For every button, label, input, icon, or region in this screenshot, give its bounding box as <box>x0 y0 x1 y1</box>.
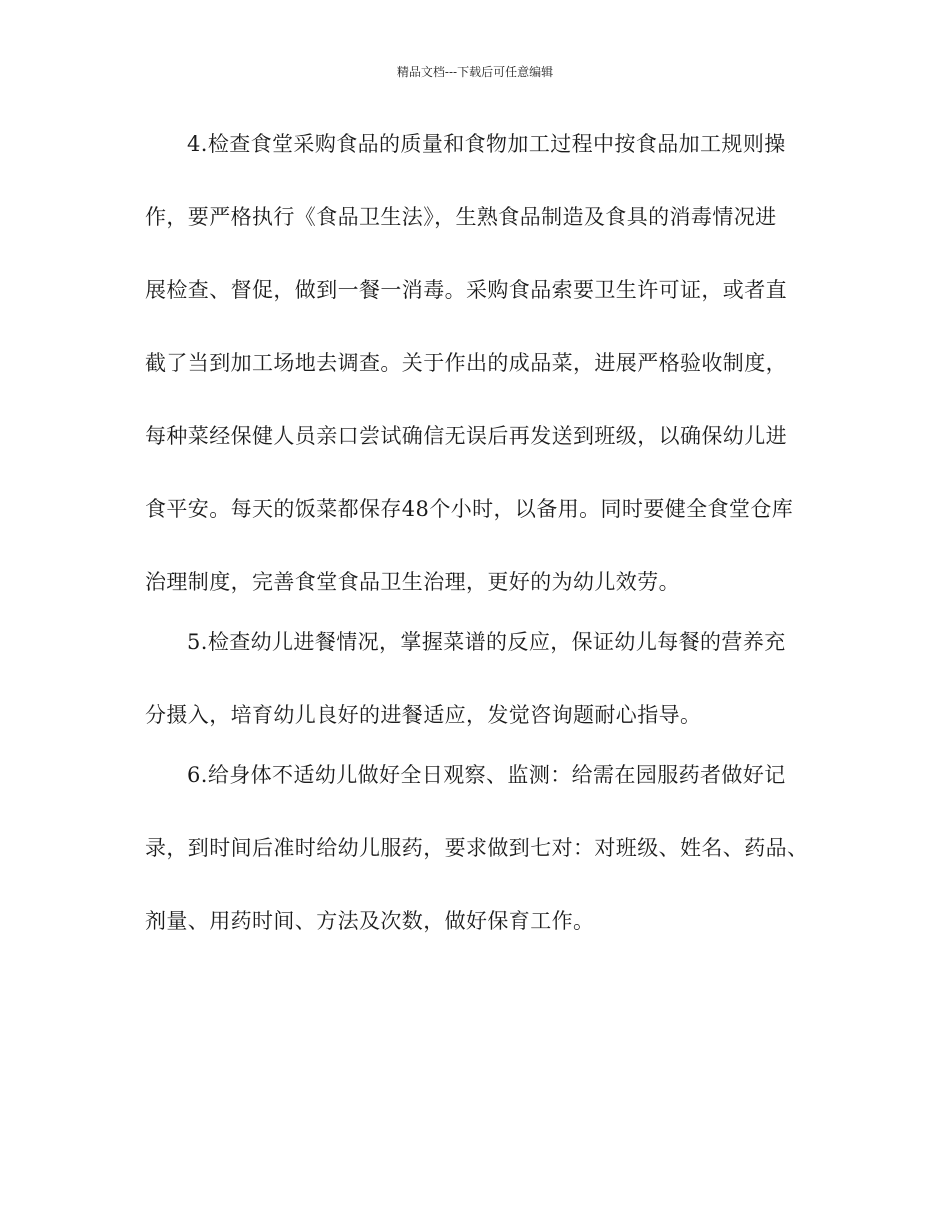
paragraph-4-line-2: 作，要严格执行《食品卫生法》，生熟食品制造及食具的消毒情况进 <box>145 205 777 229</box>
paragraph-4-line-3: 展检查、督促，做到一餐一消毒。采购食品索要卫生许可证，或者直 <box>145 278 787 302</box>
paragraph-5-line-1: 5.检查幼儿进餐情况，掌握菜谱的反应，保证幼儿每餐的营养充 <box>187 630 786 654</box>
paragraph-4-line-5: 每种菜经保健人员亲口尝试确信无误后再发送到班级，以确保幼儿进 <box>145 424 787 448</box>
paragraph-4-line-7: 治理制度，完善食堂食品卫生治理，更好的为幼儿效劳。 <box>145 570 680 594</box>
paragraph-4-line-4: 截了当到加工场地去调查。关于作出的成品菜，进展严格验收制度， <box>145 351 787 375</box>
paragraph-6-line-1: 6.给身体不适幼儿做好全日观察、监测：给需在园服药者做好记 <box>187 763 786 787</box>
paragraph-4-line-1: 4.检查食堂采购食品的质量和食物加工过程中按食品加工规则操 <box>187 132 786 156</box>
paragraph-5-line-2: 分摄入，培育幼儿良好的进餐适应，发觉咨询题耐心指导。 <box>145 703 702 727</box>
paragraph-6-line-3: 剂量、用药时间、方法及次数，做好保育工作。 <box>145 909 595 933</box>
page-header: 精品文档---下载后可任意编辑 <box>396 65 554 79</box>
paragraph-4-line-6: 食平安。每天的饭菜都保存48个小时，以备用。同时要健全食堂仓库 <box>145 497 794 521</box>
paragraph-6-line-2: 录，到时间后准时给幼儿服药，要求做到七对：对班级、姓名、药品、 <box>145 836 809 860</box>
